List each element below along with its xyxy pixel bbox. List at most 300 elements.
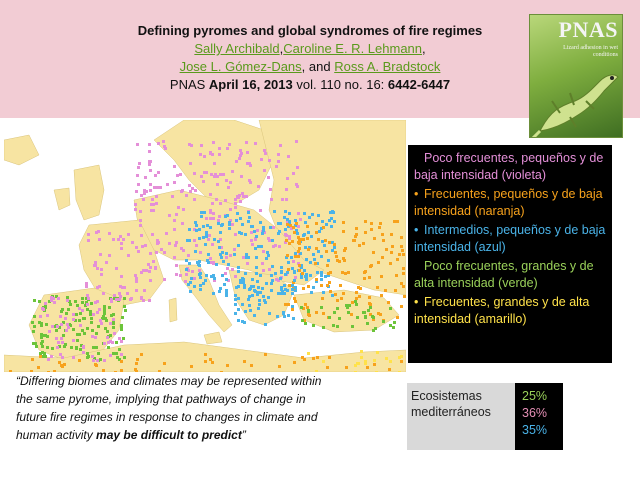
pyrome-cell bbox=[67, 326, 70, 329]
pyrome-cell bbox=[140, 297, 143, 300]
pyrome-cell bbox=[87, 233, 90, 236]
pyrome-cell bbox=[294, 219, 297, 222]
pyrome-cell bbox=[182, 208, 185, 211]
author-link-gomez-dans[interactable]: Jose L. Gómez-Dans bbox=[179, 59, 302, 74]
pyrome-cell bbox=[284, 303, 287, 306]
pyrome-cell bbox=[188, 184, 191, 187]
author-link-bradstock[interactable]: Ross A. Bradstock bbox=[334, 59, 441, 74]
pyrome-cell bbox=[139, 210, 142, 213]
pyrome-cell bbox=[59, 353, 62, 356]
pyrome-cell bbox=[40, 324, 43, 327]
pyrome-cell bbox=[121, 316, 124, 319]
pyrome-cell bbox=[354, 235, 357, 238]
pyrome-cell bbox=[288, 212, 291, 215]
pyrome-cell bbox=[261, 262, 264, 265]
pyrome-cell bbox=[218, 215, 221, 218]
pyrome-cell bbox=[81, 329, 84, 332]
pyrome-cell bbox=[229, 254, 232, 257]
pyrome-cell bbox=[334, 293, 337, 296]
pyrome-cell bbox=[213, 277, 216, 280]
pyrome-cell bbox=[244, 310, 247, 313]
pyrome-cell bbox=[297, 212, 300, 215]
pyrome-cell bbox=[218, 153, 221, 156]
pyrome-cell bbox=[259, 221, 262, 224]
pyrome-cell bbox=[219, 202, 222, 205]
pyrome-cell bbox=[248, 295, 251, 298]
pyrome-cell bbox=[245, 195, 248, 198]
pyrome-cell bbox=[110, 314, 113, 317]
pyrome-cell bbox=[99, 319, 102, 322]
pyrome-cell bbox=[306, 306, 309, 309]
pyrome-cell bbox=[46, 346, 49, 349]
pyrome-cell bbox=[87, 239, 90, 242]
article-title: Defining pyromes and global syndromes of fire regimes bbox=[137, 23, 483, 38]
pyrome-cell bbox=[190, 144, 193, 147]
pyrome-cell bbox=[301, 272, 304, 275]
pyrome-cell bbox=[303, 358, 306, 361]
pyrome-cell bbox=[293, 361, 296, 364]
land-region bbox=[4, 135, 39, 165]
pyrome-cell bbox=[304, 322, 307, 325]
pyrome-cell bbox=[328, 281, 331, 284]
pyrome-cell bbox=[118, 292, 121, 295]
pyrome-cell bbox=[321, 297, 324, 300]
pyrome-cell bbox=[307, 310, 310, 313]
pyrome-cell bbox=[86, 303, 89, 306]
pyrome-cell bbox=[403, 295, 406, 298]
pyrome-cell bbox=[241, 192, 244, 195]
pyrome-cell bbox=[234, 303, 237, 306]
pyrome-cell bbox=[102, 292, 105, 295]
pyrome-cell bbox=[380, 294, 383, 297]
pyrome-cell bbox=[234, 294, 237, 297]
pyrome-cell bbox=[382, 239, 385, 242]
pyrome-cell bbox=[96, 267, 99, 270]
pyrome-cell bbox=[137, 166, 140, 169]
pyrome-cell bbox=[366, 322, 369, 325]
pyrome-cell bbox=[39, 355, 42, 358]
pyrome-cell bbox=[116, 356, 119, 359]
pyrome-cell bbox=[400, 282, 403, 285]
pyrome-cell bbox=[400, 236, 403, 239]
pyrome-cell bbox=[359, 287, 362, 290]
pyrome-cell bbox=[249, 309, 252, 312]
pyrome-cell bbox=[250, 225, 253, 228]
pyrome-cell bbox=[287, 303, 290, 306]
pyrome-cell bbox=[304, 303, 307, 306]
pyrome-cell bbox=[205, 235, 208, 238]
pyrome-cell bbox=[363, 277, 366, 280]
pyrome-cell bbox=[288, 284, 291, 287]
pyrome-cell bbox=[189, 190, 192, 193]
pyrome-cell bbox=[207, 238, 210, 241]
pyrome-cell bbox=[94, 261, 97, 264]
pyrome-cell bbox=[347, 311, 350, 314]
pyrome-cell bbox=[392, 326, 395, 329]
pyrome-cell bbox=[110, 298, 113, 301]
pyrome-cell bbox=[67, 308, 70, 311]
pyrome-cell bbox=[394, 289, 397, 292]
pyrome-cell bbox=[103, 342, 106, 345]
pyrome-cell bbox=[305, 278, 308, 281]
pyrome-cell bbox=[148, 160, 151, 163]
pyrome-cell bbox=[262, 250, 265, 253]
pyrome-cell bbox=[255, 272, 258, 275]
pyrome-cell bbox=[72, 318, 75, 321]
pyrome-cell bbox=[384, 289, 387, 292]
pyrome-cell bbox=[100, 268, 103, 271]
pyrome-cell bbox=[248, 304, 251, 307]
pyrome-cell bbox=[195, 229, 198, 232]
pyrome-cell bbox=[234, 198, 237, 201]
pyrome-cell bbox=[333, 243, 336, 246]
legend-item-yellow: • Frecuentes, grandes y de alta intensidad (amarillo) bbox=[414, 295, 590, 326]
pyrome-cell bbox=[267, 254, 270, 257]
pyrome-cell bbox=[251, 243, 254, 246]
pyrome-cell bbox=[243, 360, 246, 363]
pyrome-cell bbox=[123, 356, 126, 359]
pyrome-cell bbox=[400, 305, 403, 308]
pyrome-cell bbox=[381, 256, 384, 259]
pyrome-cell bbox=[231, 223, 234, 226]
pyrome-cell bbox=[115, 352, 118, 355]
legend-item-violet: Poco frecuentes, pequeños y de baja intensidad (violeta) bbox=[414, 151, 604, 182]
pyrome-cell bbox=[142, 269, 145, 272]
pyrome-cell bbox=[291, 305, 294, 308]
pyrome-cell bbox=[267, 176, 270, 179]
pyrome-cell bbox=[218, 246, 221, 249]
pyrome-cell bbox=[81, 297, 84, 300]
pyrome-cell bbox=[229, 208, 232, 211]
pyrome-cell bbox=[396, 220, 399, 223]
pyrome-cell bbox=[135, 289, 138, 292]
pyrome-cell bbox=[72, 313, 75, 316]
pyrome-cell bbox=[314, 262, 317, 265]
pyrome-cell bbox=[287, 155, 290, 158]
pyrome-cell bbox=[333, 220, 336, 223]
pyrome-cell bbox=[226, 267, 229, 270]
pyrome-cell bbox=[262, 229, 265, 232]
pyrome-cell bbox=[287, 314, 290, 317]
pyrome-cell bbox=[134, 203, 137, 206]
pyrome-cell bbox=[195, 244, 198, 247]
pyrome-cell bbox=[360, 350, 363, 353]
pyrome-cell bbox=[213, 162, 216, 165]
pyrome-cell bbox=[315, 231, 318, 234]
pyrome-cell bbox=[82, 317, 85, 320]
pyrome-cell bbox=[175, 273, 178, 276]
pyrome-cell bbox=[373, 237, 376, 240]
pyrome-cell bbox=[120, 247, 123, 250]
pyrome-cell bbox=[240, 232, 243, 235]
pyrome-cell bbox=[112, 322, 115, 325]
pyrome-cell bbox=[316, 356, 319, 359]
pyrome-cell bbox=[66, 299, 69, 302]
pyrome-cell bbox=[112, 326, 115, 329]
pyrome-cell bbox=[395, 274, 398, 277]
pyrome-cell bbox=[148, 143, 151, 146]
pyrome-cell bbox=[320, 271, 323, 274]
pyrome-cell bbox=[41, 345, 44, 348]
pyrome-cell bbox=[241, 320, 244, 323]
pyrome-cell bbox=[160, 248, 163, 251]
pyrome-cell bbox=[284, 273, 287, 276]
pyrome-cell bbox=[389, 324, 392, 327]
pyrome-cell bbox=[364, 270, 367, 273]
pyrome-cell bbox=[79, 324, 82, 327]
pyrome-cell bbox=[65, 312, 68, 315]
pyrome-cell bbox=[95, 346, 98, 349]
pyrome-cell bbox=[78, 319, 81, 322]
pyrome-cell bbox=[347, 271, 350, 274]
pyrome-cell bbox=[246, 262, 249, 265]
pyrome-cell bbox=[56, 325, 59, 328]
pyrome-cell bbox=[126, 292, 129, 295]
pyrome-cell bbox=[338, 317, 341, 320]
pyrome-cell bbox=[225, 179, 228, 182]
pyrome-cell bbox=[64, 317, 67, 320]
pyrome-cell bbox=[372, 251, 375, 254]
pyrome-cell bbox=[140, 353, 143, 356]
pyrome-cell bbox=[38, 300, 41, 303]
pyrome-cell bbox=[212, 261, 215, 264]
pyrome-cell bbox=[271, 279, 274, 282]
pyrome-cell bbox=[123, 305, 126, 308]
pyrome-cell bbox=[219, 231, 222, 234]
pyrome-cell bbox=[127, 233, 130, 236]
pyrome-cell bbox=[332, 324, 335, 327]
pyrome-cell bbox=[97, 325, 100, 328]
pyrome-cell bbox=[356, 316, 359, 319]
land-region bbox=[204, 332, 222, 344]
pyrome-cell bbox=[220, 256, 223, 259]
pyrome-cell bbox=[303, 269, 306, 272]
pyrome-cell bbox=[339, 284, 342, 287]
pyrome-cell bbox=[202, 236, 205, 239]
pyrome-cell bbox=[278, 365, 281, 368]
pyrome-cell bbox=[131, 241, 134, 244]
pyrome-cell bbox=[325, 250, 328, 253]
pyrome-cell bbox=[48, 330, 51, 333]
pyrome-cell bbox=[242, 256, 245, 259]
pyrome-cell bbox=[295, 140, 298, 143]
lizard-icon bbox=[530, 51, 623, 138]
pyrome-cell bbox=[198, 237, 201, 240]
pyrome-cell bbox=[173, 219, 176, 222]
pyrome-cell bbox=[291, 288, 294, 291]
pyrome-cell bbox=[217, 240, 220, 243]
pyrome-cell bbox=[255, 256, 258, 259]
pyrome-cell bbox=[336, 299, 339, 302]
pyrome-cell bbox=[241, 303, 244, 306]
pyrome-cell bbox=[92, 346, 95, 349]
pyrome-cell bbox=[388, 368, 391, 371]
pyrome-cell bbox=[263, 299, 266, 302]
pyrome-cell bbox=[342, 221, 345, 224]
pyrome-cell bbox=[189, 290, 192, 293]
pyrome-cell bbox=[262, 295, 265, 298]
pyrome-cell bbox=[217, 222, 220, 225]
pyrome-cell bbox=[39, 352, 42, 355]
pyrome-cell bbox=[258, 299, 261, 302]
pyrome-cell bbox=[119, 235, 122, 238]
pyrome-cell bbox=[211, 243, 214, 246]
pyrome-cell bbox=[237, 319, 240, 322]
pyrome-cell bbox=[194, 221, 197, 224]
pyrome-cell bbox=[291, 308, 294, 311]
pyrome-cell bbox=[293, 297, 296, 300]
pyrome-cell bbox=[137, 250, 140, 253]
pyrome-cell bbox=[98, 308, 101, 311]
pyrome-cell bbox=[66, 296, 69, 299]
pyrome-cell bbox=[40, 333, 43, 336]
pyrome-cell bbox=[233, 248, 236, 251]
pyrome-cell bbox=[368, 276, 371, 279]
pyrome-cell bbox=[234, 275, 237, 278]
pyrome-cell bbox=[221, 274, 224, 277]
pyrome-cell bbox=[239, 200, 242, 203]
pyrome-cell bbox=[296, 166, 299, 169]
pyrome-cell bbox=[198, 228, 201, 231]
pyrome-cell bbox=[341, 271, 344, 274]
pyrome-cell bbox=[206, 224, 209, 227]
pyrome-cell bbox=[396, 316, 399, 319]
pyrome-cell bbox=[94, 363, 97, 366]
pyrome-cell bbox=[398, 371, 401, 372]
pyrome-legend bbox=[408, 145, 612, 363]
pyrome-cell bbox=[305, 258, 308, 261]
pyrome-cell bbox=[278, 245, 281, 248]
legend-item-green: Poco frecuentes, grandes y de alta intensidad (verde) bbox=[414, 259, 594, 290]
pyrome-cell bbox=[227, 263, 230, 266]
pyrome-cell bbox=[162, 140, 165, 143]
pyrome-cell bbox=[155, 251, 158, 254]
pyrome-cell bbox=[242, 195, 245, 198]
pyrome-cell bbox=[151, 233, 154, 236]
pyrome-cell bbox=[72, 339, 75, 342]
pyrome-cell bbox=[186, 239, 189, 242]
quote-text: “Differing biomes and climates may be represented within the same pyrome, implying that pathways of change in future fire regimes in response to changes in climate and human activity may be difficult to predict” bbox=[16, 374, 322, 442]
pyrome-cell bbox=[152, 260, 155, 263]
pyrome-cell bbox=[105, 319, 108, 322]
pyrome-cell bbox=[316, 271, 319, 274]
pyrome-cell bbox=[261, 287, 264, 290]
pyrome-cell bbox=[72, 328, 75, 331]
value-green: 25% bbox=[522, 389, 548, 403]
pyrome-cell bbox=[324, 275, 327, 278]
pyrome-cell bbox=[199, 251, 202, 254]
pyrome-cell bbox=[210, 173, 213, 176]
pyrome-cell bbox=[150, 203, 153, 206]
pyrome-cell bbox=[219, 173, 222, 176]
pyrome-cell bbox=[309, 274, 312, 277]
pyrome-cell bbox=[227, 186, 230, 189]
pyrome-cell bbox=[149, 252, 152, 255]
pyrome-cell bbox=[97, 230, 100, 233]
pyrome-cell bbox=[362, 242, 365, 245]
pyrome-cell bbox=[142, 198, 145, 201]
pyrome-cell bbox=[86, 294, 89, 297]
pyrome-cell bbox=[297, 236, 300, 239]
pyrome-cell bbox=[294, 255, 297, 258]
pyrome-cell bbox=[268, 268, 271, 271]
pyrome-cell bbox=[75, 313, 78, 316]
pyrome-cell bbox=[290, 256, 293, 259]
pyrome-cell bbox=[310, 235, 313, 238]
pyrome-cell bbox=[120, 360, 123, 363]
pyrome-cell bbox=[270, 289, 273, 292]
pyrome-cell bbox=[277, 222, 280, 225]
pyrome-cell bbox=[156, 186, 159, 189]
pyrome-cell bbox=[122, 238, 125, 241]
pyrome-cell bbox=[187, 254, 190, 257]
pyrome-cell bbox=[217, 219, 220, 222]
pyrome-cell bbox=[94, 264, 97, 267]
pyrome-cell bbox=[315, 311, 318, 314]
pyrome-cell bbox=[127, 254, 130, 257]
pyrome-cell bbox=[143, 189, 146, 192]
pyrome-cell bbox=[149, 189, 152, 192]
pyrome-cell bbox=[199, 276, 202, 279]
pyrome-cell bbox=[113, 332, 116, 335]
pyrome-cell bbox=[376, 351, 379, 354]
pyrome-cell bbox=[148, 270, 151, 273]
pyrome-cell bbox=[149, 279, 152, 282]
pyrome-cell bbox=[402, 267, 405, 270]
pyrome-cell bbox=[390, 233, 393, 236]
pyrome-cell bbox=[75, 346, 78, 349]
pyrome-cell bbox=[168, 214, 171, 217]
pyrome-cell bbox=[60, 337, 63, 340]
pyrome-cell bbox=[91, 335, 94, 338]
pyrome-cell bbox=[251, 294, 254, 297]
pyrome-cell bbox=[336, 325, 339, 328]
pyrome-cell bbox=[245, 253, 248, 256]
pyrome-cell bbox=[300, 306, 303, 309]
pyrome-cell bbox=[134, 208, 137, 211]
author-link-archibald[interactable]: Sally Archibald bbox=[194, 41, 280, 56]
pyrome-cell bbox=[247, 298, 250, 301]
pyrome-cell bbox=[325, 223, 328, 226]
pyrome-cell bbox=[364, 220, 367, 223]
pyrome-cell bbox=[33, 325, 36, 328]
pyrome-cell bbox=[294, 252, 297, 255]
pyrome-cell bbox=[304, 246, 307, 249]
pyrome-cell bbox=[289, 224, 292, 227]
pyrome-cell bbox=[321, 220, 324, 223]
pyrome-cell bbox=[157, 171, 160, 174]
pyrome-cell bbox=[291, 240, 294, 243]
pyrome-cell bbox=[259, 291, 262, 294]
pyrome-cell bbox=[81, 301, 84, 304]
pyrome-cell bbox=[364, 231, 367, 234]
pyrome-cell bbox=[402, 272, 405, 275]
pyrome-cell bbox=[329, 290, 332, 293]
pyrome-cell bbox=[322, 291, 325, 294]
pyrome-cell bbox=[234, 233, 237, 236]
pyrome-cell bbox=[389, 262, 392, 265]
pyrome-cell bbox=[103, 308, 106, 311]
pyrome-cell bbox=[219, 253, 222, 256]
author-link-lehmann[interactable]: Caroline E. R. Lehmann bbox=[283, 41, 423, 56]
pyrome-cell bbox=[247, 211, 250, 214]
pyrome-cell bbox=[120, 353, 123, 356]
pyrome-cell bbox=[155, 195, 158, 198]
pyrome-cell bbox=[44, 355, 47, 358]
pyrome-cell bbox=[368, 302, 371, 305]
pyrome-cell bbox=[56, 346, 59, 349]
pyrome-cell bbox=[140, 234, 143, 237]
